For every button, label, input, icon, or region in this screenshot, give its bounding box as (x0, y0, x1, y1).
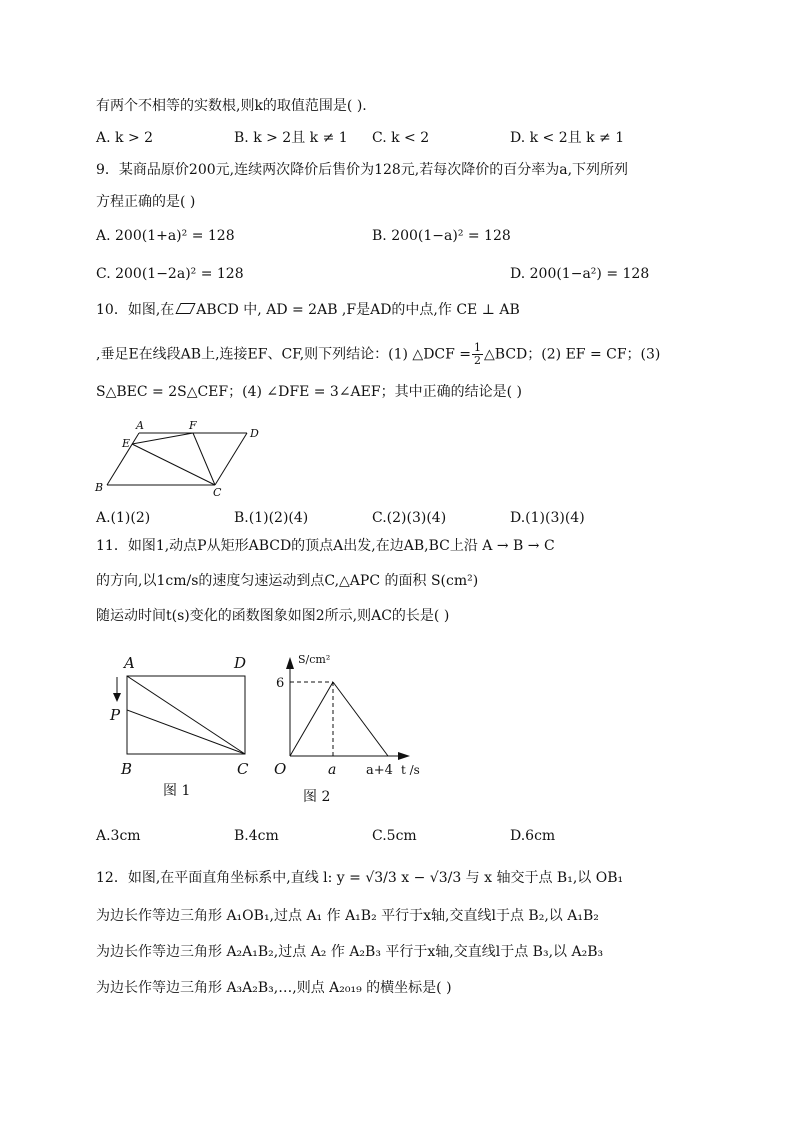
graph-rising (290, 682, 333, 756)
q11-option-d: D.6cm (510, 828, 556, 844)
segment-pc (127, 710, 245, 754)
segment-ac (127, 676, 245, 754)
tick-label-a-plus-4: a+4 (366, 763, 393, 778)
q11-figure-2-graph (270, 645, 430, 810)
q10-option-a: A.(1)(2) (96, 510, 151, 526)
q10-line1-prefix: 10．如图,在 (96, 302, 175, 318)
q10-figure-parallelogram (90, 415, 270, 499)
q11-option-b: B.4cm (234, 828, 279, 844)
q10-line3: S△BEC = 2S△CEF；(4) ∠DFE = 3∠AEF；其中正确的结论是( ) (96, 384, 522, 400)
segment-dc (215, 433, 247, 485)
label-b: B (121, 760, 133, 778)
origin-label: O (274, 760, 287, 778)
label-d: D (250, 427, 259, 440)
x-arrow-icon (398, 752, 410, 760)
x-axis-label: t /s (401, 763, 420, 777)
q8-option-d: D. k < 2且 k ≠ 1 (510, 130, 625, 146)
label-a: A (124, 654, 135, 672)
label-f: F (189, 419, 197, 432)
q11-line3: 随运动时间t(s)变化的函数图象如图2所示,则AC的长是( ) (96, 608, 450, 624)
tick-label-6: 6 (276, 676, 285, 691)
q12-line2: 为边长作等边三角形 A₁OB₁,过点 A₁ 作 A₁B₂ 平行于x轴,交直线l于点 B₂,以 A₁B₂ (96, 908, 599, 924)
figure-1-caption: 图 1 (163, 783, 191, 799)
q11-figure-1-rectangle (100, 650, 270, 805)
q9-line2: 方程正确的是( ) (96, 194, 196, 210)
y-axis-label: S/cm² (298, 653, 331, 666)
q12-line3: 为边长作等边三角形 A₂A₁B₂,过点 A₂ 作 A₂B₃ 平行于x轴,交直线l于点 B₃,以 A₂B₃ (96, 944, 604, 960)
tick-label-a: a (328, 762, 337, 778)
q12-line1: 12．如图,在平面直角坐标系中,直线 l: y = √3/3 x − √3/3 与 x 轴交于点 B₁,以 OB₁ (96, 870, 624, 886)
q9-option-b: B. 200(1−a)² = 128 (372, 228, 511, 244)
q11-option-c: C.5cm (372, 828, 417, 844)
segment-fc (193, 433, 215, 485)
fraction-numerator: 1 (474, 341, 482, 354)
figure-2-caption: 图 2 (303, 789, 331, 805)
label-d: D (234, 654, 247, 672)
q10-line2-suffix: △BCD；(2) EF = CF；(3) (484, 346, 661, 363)
label-b: B (95, 481, 104, 494)
q11-line1: 11．如图1,动点P从矩形ABCD的顶点A出发,在边AB,BC上沿 A → B → C (96, 538, 555, 554)
q9-option-d: D. 200(1−a²) = 128 (510, 266, 650, 282)
segment-ec (132, 444, 215, 485)
down-arrow-icon (113, 693, 121, 702)
q9-option-c: C. 200(1−2a)² = 128 (96, 266, 244, 282)
label-c: C (213, 486, 222, 499)
label-p: P (110, 706, 121, 724)
q10-option-b: B.(1)(2)(4) (234, 510, 309, 526)
q8-option-c: C. k < 2 (372, 130, 430, 146)
q10-option-d: D.(1)(3)(4) (510, 510, 585, 526)
graph-falling (333, 682, 388, 756)
q10-line2-prefix: ,垂足E在线段AB上,连接EF、CF,则下列结论：(1) △DCF = (96, 346, 472, 363)
q9-option-a: A. 200(1+a)² = 128 (96, 228, 235, 244)
q11-line2: 的方向,以1cm/s的速度匀速运动到点C,△APC 的面积 S(cm²) (96, 573, 479, 589)
parallelogram-icon (176, 303, 196, 314)
q8-option-b: B. k > 2且 k ≠ 1 (234, 130, 348, 146)
y-arrow-icon (286, 657, 294, 669)
fraction-half (472, 342, 483, 367)
q10-option-c: C.(2)(3)(4) (372, 510, 447, 526)
label-e: E (122, 437, 131, 450)
q10-line2 (96, 342, 660, 367)
fraction-denominator: 2 (474, 354, 482, 367)
q9-line1: 9．某商品原价200元,连续两次降价后售价为128元,若每次降价的百分率为a,下列所列 (96, 162, 629, 178)
q8-option-a: A. k > 2 (96, 130, 154, 146)
segment-ef (132, 433, 193, 444)
q10-line1 (96, 300, 520, 320)
q12-line4: 为边长作等边三角形 A₃A₂B₃,…,则点 A₂₀₁₉ 的横坐标是( ) (96, 980, 452, 996)
q11-option-a: A.3cm (96, 828, 141, 844)
q8-stem: 有两个不相等的实数根,则k的取值范围是( ). (96, 98, 367, 114)
label-c: C (237, 760, 249, 778)
label-a: A (136, 419, 144, 432)
q10-line1-body: ABCD 中, AD = 2AB ,F是AD的中点,作 CE ⊥ AB (196, 302, 520, 318)
